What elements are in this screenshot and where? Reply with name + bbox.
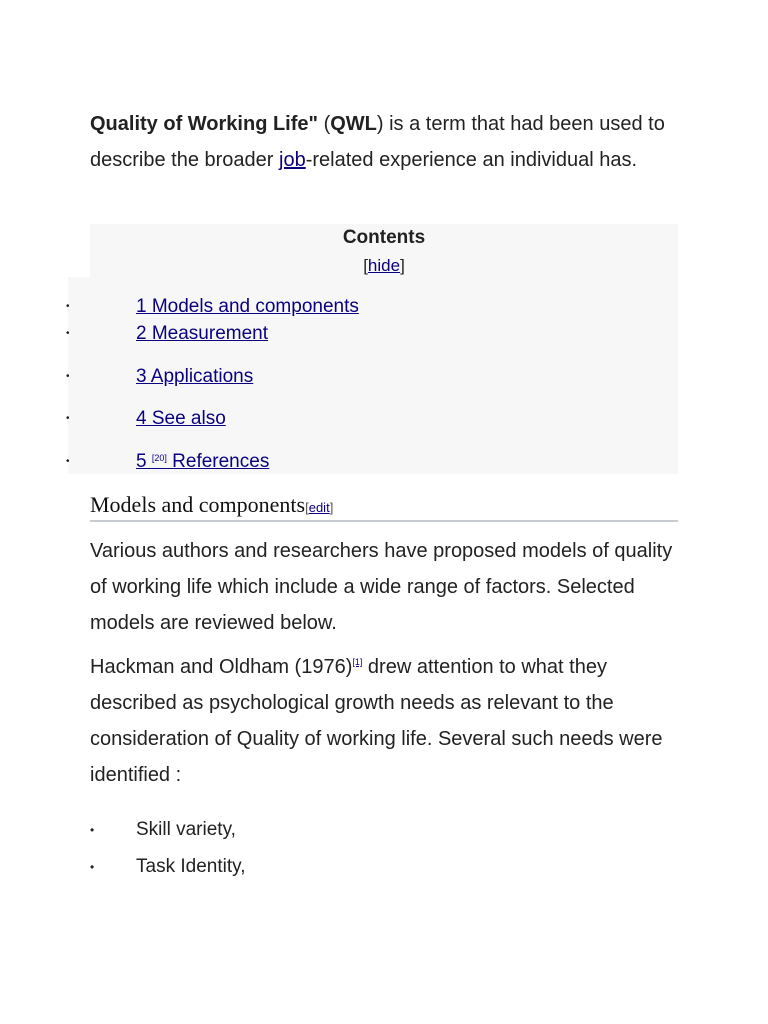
paragraph-models-intro: Various authors and researchers have proposed models of quality of working life which include a wide range of factors. Selected models are reviewed below.	[90, 540, 673, 634]
list-item-skill-variety: Skill variety,	[136, 819, 236, 840]
section-edit	[305, 500, 333, 515]
list-item-task-identity: Task Identity,	[136, 856, 246, 877]
edit-bracket-open: [	[305, 500, 309, 515]
paragraph-hackman-after: drew attention to what they described as psychological growth needs as relevant to the consideration of Quality of working life. Several such needs were identified :	[90, 656, 663, 786]
edit-bracket-close: ]	[329, 500, 334, 515]
toc-item-measurement[interactable]: 2 Measurement	[136, 323, 269, 344]
toc-bullet-1: •	[66, 301, 70, 312]
toc-item-references[interactable]	[136, 450, 269, 474]
toc-bullet-5: •	[66, 456, 70, 467]
toc-hide-toggle	[90, 254, 678, 278]
toc-item-models-and-components[interactable]: 1 Models and components	[136, 296, 359, 317]
intro-bold-term: Quality of Working Life"	[90, 113, 319, 135]
citation-1-link[interactable]: [1]	[352, 657, 363, 667]
paragraph-hackman-oldham	[90, 649, 680, 793]
section-heading-text: Models and components	[90, 492, 306, 517]
intro-text-after-link: -related experience an individual has.	[305, 149, 638, 171]
edit-link[interactable]: edit	[308, 500, 330, 515]
section-heading-models	[90, 490, 678, 522]
needs-bullet-1: •	[90, 823, 95, 837]
toc-bullet-4: •	[66, 413, 70, 424]
toc-title: Contents	[342, 227, 426, 248]
toc-left-gap	[68, 224, 90, 277]
needs-bullet-2: •	[90, 860, 95, 874]
toc-item-references-sup: [20]	[151, 453, 167, 463]
intro-acronym: QWL	[330, 113, 377, 135]
paragraph-hackman-before: Hackman and Oldham (1976)	[90, 656, 353, 678]
intro-paragraph	[90, 106, 690, 178]
toc-bullet-2: •	[66, 328, 70, 339]
toc-item-references-suffix: References	[166, 451, 270, 472]
toc-item-references-prefix: 5	[136, 451, 152, 472]
toc-hide-bracket-open: [	[363, 256, 368, 275]
toc-hide-bracket-close: ]	[400, 256, 405, 275]
toc-item-see-also[interactable]: 4 See also	[136, 408, 226, 429]
job-link[interactable]: job	[279, 149, 306, 171]
table-of-contents	[68, 224, 678, 474]
intro-paren-open: (	[318, 113, 331, 135]
toc-bullet-3: •	[66, 371, 70, 382]
toc-hide-link[interactable]: hide	[367, 256, 401, 275]
toc-item-applications[interactable]: 3 Applications	[136, 366, 254, 387]
intro-text-before-link: ) is a term that had been used to describe the broader	[90, 113, 665, 171]
